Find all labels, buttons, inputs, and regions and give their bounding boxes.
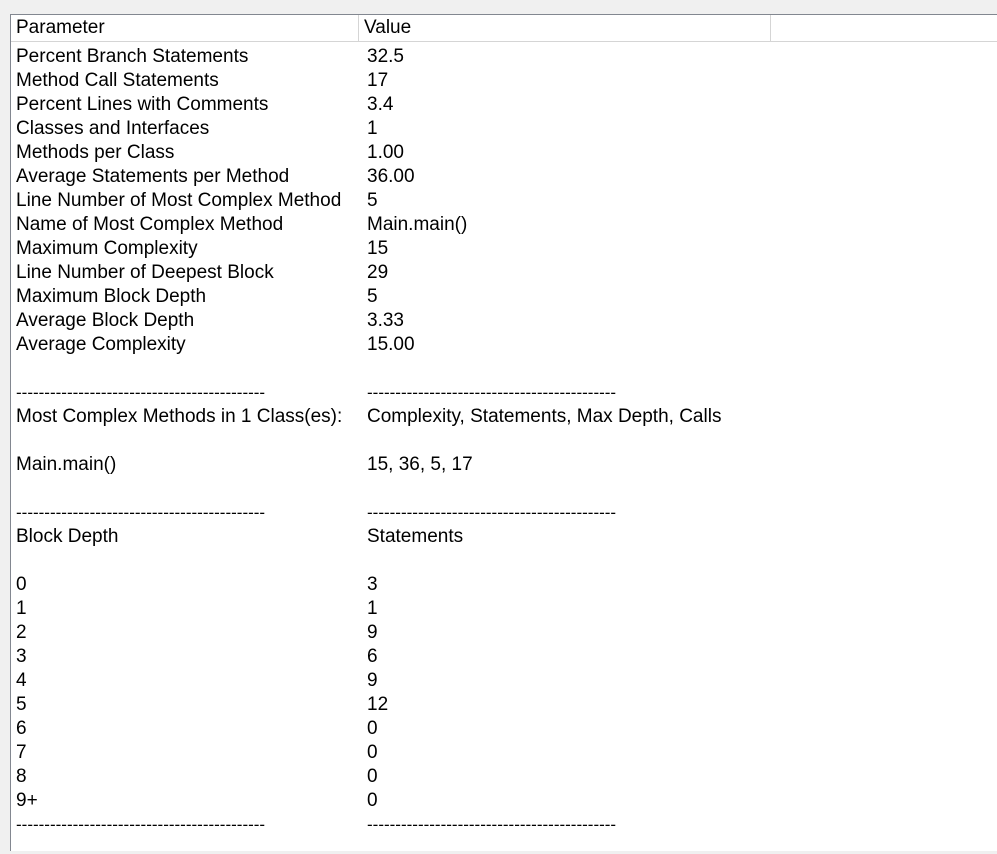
list-item[interactable] xyxy=(11,429,997,453)
list-item[interactable] xyxy=(11,597,997,621)
list-item[interactable] xyxy=(11,549,997,573)
column-header-value[interactable]: Value xyxy=(359,15,771,41)
value-cell: 3.33 xyxy=(367,310,404,331)
parameter-cell: -------------------------------------------- xyxy=(16,383,266,402)
parameter-cell: Percent Branch Statements xyxy=(16,46,249,67)
value-cell: Complexity, Statements, Max Depth, Calls xyxy=(367,406,722,427)
value-cell: 15.00 xyxy=(367,334,415,355)
value-cell: 17 xyxy=(367,70,389,91)
list-header xyxy=(11,15,997,42)
value-cell: -------------------------------------------- xyxy=(367,503,617,522)
parameter-cell: Average Block Depth xyxy=(16,310,195,331)
parameter-cell: 1 xyxy=(16,598,27,619)
value-cell: 15 xyxy=(367,238,389,259)
parameter-cell: Main.main() xyxy=(16,454,117,475)
list-item[interactable] xyxy=(11,669,997,693)
list-item[interactable] xyxy=(11,117,997,141)
parameter-cell: 5 xyxy=(16,694,27,715)
value-cell: 5 xyxy=(367,190,378,211)
parameter-cell: 0 xyxy=(16,574,27,595)
value-cell: Statements xyxy=(367,526,464,547)
metrics-list-view[interactable] xyxy=(10,14,997,851)
value-cell: 32.5 xyxy=(367,46,404,67)
value-cell: 1 xyxy=(367,598,378,619)
column-header-empty[interactable] xyxy=(771,15,997,41)
value-cell: 36.00 xyxy=(367,166,415,187)
list-item[interactable] xyxy=(11,261,997,285)
parameter-cell: -------------------------------------------- xyxy=(16,503,266,522)
parameter-cell: 4 xyxy=(16,670,27,691)
list-item[interactable] xyxy=(11,333,997,357)
column-header-parameter[interactable]: Parameter xyxy=(11,15,359,41)
parameter-cell: 8 xyxy=(16,766,27,787)
value-cell: -------------------------------------------- xyxy=(367,383,617,402)
parameter-cell: Maximum Complexity xyxy=(16,238,198,259)
value-cell: 6 xyxy=(367,646,378,667)
value-cell: 15, 36, 5, 17 xyxy=(367,454,473,475)
list-item[interactable] xyxy=(11,765,997,789)
value-cell: 9 xyxy=(367,622,378,643)
list-item[interactable] xyxy=(11,573,997,597)
list-item[interactable] xyxy=(11,69,997,93)
list-item[interactable] xyxy=(11,621,997,645)
list-item[interactable] xyxy=(11,237,997,261)
parameter-cell: 3 xyxy=(16,646,27,667)
parameter-cell: Average Complexity xyxy=(16,334,186,355)
parameter-cell: 6 xyxy=(16,718,27,739)
list-item[interactable] xyxy=(11,141,997,165)
parameter-cell: Name of Most Complex Method xyxy=(16,214,284,235)
list-item[interactable] xyxy=(11,501,997,525)
value-cell: 1 xyxy=(367,118,378,139)
value-cell: 12 xyxy=(367,694,389,715)
value-cell: 5 xyxy=(367,286,378,307)
parameter-cell: Percent Lines with Comments xyxy=(16,94,269,115)
list-item[interactable] xyxy=(11,381,997,405)
parameter-cell: -------------------------------------------- xyxy=(16,815,266,834)
parameter-cell: Methods per Class xyxy=(16,142,175,163)
parameter-cell: Maximum Block Depth xyxy=(16,286,207,307)
parameter-cell: Most Complex Methods in 1 Class(es): xyxy=(16,406,343,427)
list-item[interactable] xyxy=(11,213,997,237)
value-cell: 1.00 xyxy=(367,142,404,163)
value-cell: 9 xyxy=(367,670,378,691)
list-item[interactable] xyxy=(11,93,997,117)
parameter-cell: Line Number of Most Complex Method xyxy=(16,190,342,211)
list-item[interactable] xyxy=(11,477,997,501)
parameter-cell: 7 xyxy=(16,742,27,763)
parameter-cell: 9+ xyxy=(16,790,38,811)
value-cell: 0 xyxy=(367,790,378,811)
list-rows xyxy=(11,45,997,837)
parameter-cell: Classes and Interfaces xyxy=(16,118,210,139)
list-item[interactable] xyxy=(11,189,997,213)
parameter-cell: 2 xyxy=(16,622,27,643)
value-cell: 0 xyxy=(367,766,378,787)
list-item[interactable] xyxy=(11,693,997,717)
list-item[interactable] xyxy=(11,285,997,309)
list-item[interactable] xyxy=(11,525,997,549)
value-cell: -------------------------------------------- xyxy=(367,815,617,834)
list-item[interactable] xyxy=(11,717,997,741)
parameter-cell: Average Statements per Method xyxy=(16,166,290,187)
list-item[interactable] xyxy=(11,645,997,669)
parameter-cell: Block Depth xyxy=(16,526,119,547)
parameter-cell: Method Call Statements xyxy=(16,70,219,91)
list-item[interactable] xyxy=(11,789,997,813)
value-cell: 0 xyxy=(367,718,378,739)
value-cell: 3 xyxy=(367,574,378,595)
list-item[interactable] xyxy=(11,405,997,429)
value-cell: 3.4 xyxy=(367,94,394,115)
value-cell: 29 xyxy=(367,262,389,283)
list-item[interactable] xyxy=(11,45,997,69)
value-cell: 0 xyxy=(367,742,378,763)
list-item[interactable] xyxy=(11,357,997,381)
parameter-cell: Line Number of Deepest Block xyxy=(16,262,274,283)
list-item[interactable] xyxy=(11,453,997,477)
list-item[interactable] xyxy=(11,813,997,837)
list-item[interactable] xyxy=(11,165,997,189)
value-cell: Main.main() xyxy=(367,214,468,235)
list-item[interactable] xyxy=(11,309,997,333)
list-item[interactable] xyxy=(11,741,997,765)
